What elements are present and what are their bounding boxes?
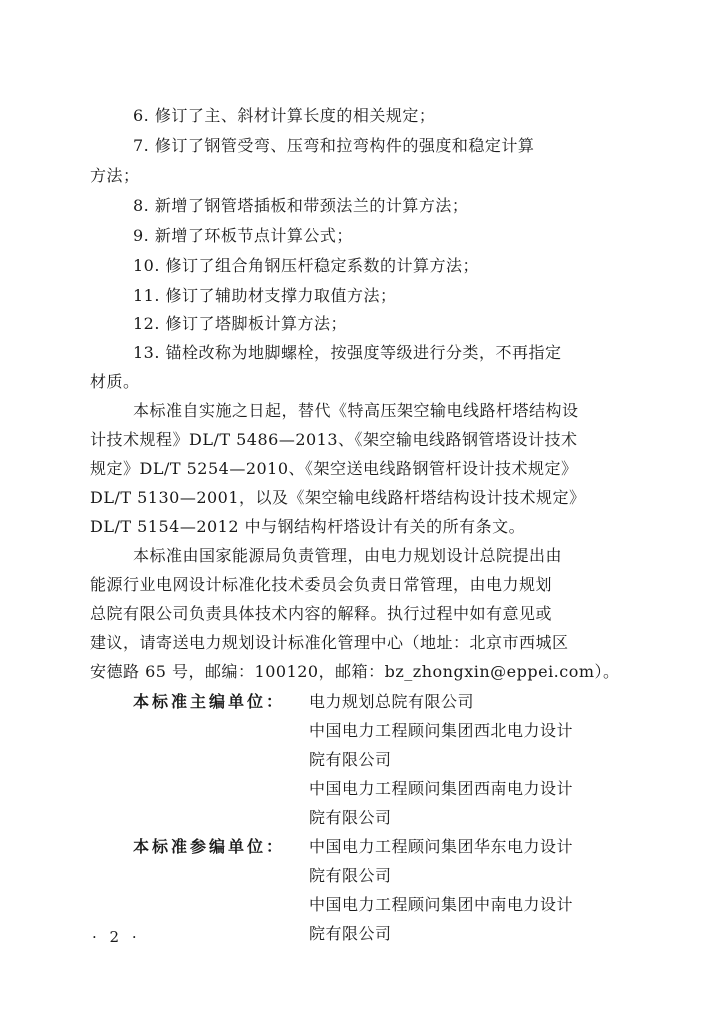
paragraph-replace-line: 规定》DL/T 5254—2010、《架空送电线路钢管杆设计技术规定》 — [90, 459, 578, 478]
list-item-13-cont: 材质。 — [90, 372, 140, 391]
list-item-7-cont: 方法； — [90, 166, 140, 185]
list-item-8: 8. 新增了钢管塔插板和带颈法兰的计算方法； — [133, 196, 469, 215]
participating-unit: 中国电力工程顾问集团华东电力设计 — [309, 837, 574, 856]
paragraph-management-line: 本标准由国家能源局负责管理，由电力规划设计总院提出由 — [133, 546, 563, 565]
chief-editor-unit: 中国电力工程顾问集团西北电力设计 — [309, 721, 574, 740]
participating-label: 本标准参编单位： — [133, 837, 286, 856]
paragraph-replace-line: DL/T 5154—2012 中与钢结构杆塔设计有关的所有条文。 — [90, 517, 526, 536]
list-item-6: 6. 修订了主、斜材计算长度的相关规定； — [133, 106, 436, 125]
paragraph-replace-line: 计技术规程》DL/T 5486—2013、《架空输电线路钢管塔设计技术 — [90, 430, 578, 449]
paragraph-management-line: 安德路 65 号，邮编：100120，邮箱：bz_zhongxin@eppei.com）。 — [90, 662, 620, 681]
participating-unit: 中国电力工程顾问集团中南电力设计 — [309, 895, 574, 914]
participating-unit: 院有限公司 — [309, 924, 392, 943]
paragraph-management-line: 总院有限公司负责具体技术内容的解释。执行过程中如有意见或 — [90, 604, 553, 623]
chief-editor-unit: 中国电力工程顾问集团西南电力设计 — [309, 779, 574, 798]
paragraph-replace-line: 本标准自实施之日起，替代《特高压架空输电线路杆塔结构设 — [133, 401, 579, 420]
list-item-7: 7. 修订了钢管受弯、压弯和拉弯构件的强度和稳定计算 — [133, 136, 535, 155]
chief-editor-unit: 电力规划总院有限公司 — [309, 692, 475, 711]
list-item-9: 9. 新增了环板节点计算公式； — [133, 226, 353, 245]
list-item-10: 10. 修订了组合角钢压杆稳定系数的计算方法； — [133, 256, 480, 275]
list-item-11: 11. 修订了辅助材支撑力取值方法； — [133, 286, 397, 305]
list-item-12: 12. 修订了塔脚板计算方法； — [133, 314, 348, 333]
page-number: · 2 · — [92, 928, 141, 946]
chief-editor-unit: 院有限公司 — [309, 750, 392, 769]
paragraph-replace-line: DL/T 5130—2001，以及《架空输电线路杆塔结构设计技术规定》 — [90, 488, 586, 507]
participating-unit: 院有限公司 — [309, 866, 392, 885]
chief-editor-label: 本标准主编单位： — [133, 692, 286, 711]
paragraph-management-line: 能源行业电网设计标准化技术委员会负责日常管理，由电力规划 — [90, 575, 553, 594]
paragraph-management-line: 建议，请寄送电力规划设计标准化管理中心（地址：北京市西城区 — [90, 633, 569, 652]
list-item-13: 13. 锚栓改称为地脚螺栓，按强度等级进行分类，不再指定 — [133, 343, 562, 362]
chief-editor-unit: 院有限公司 — [309, 808, 392, 827]
